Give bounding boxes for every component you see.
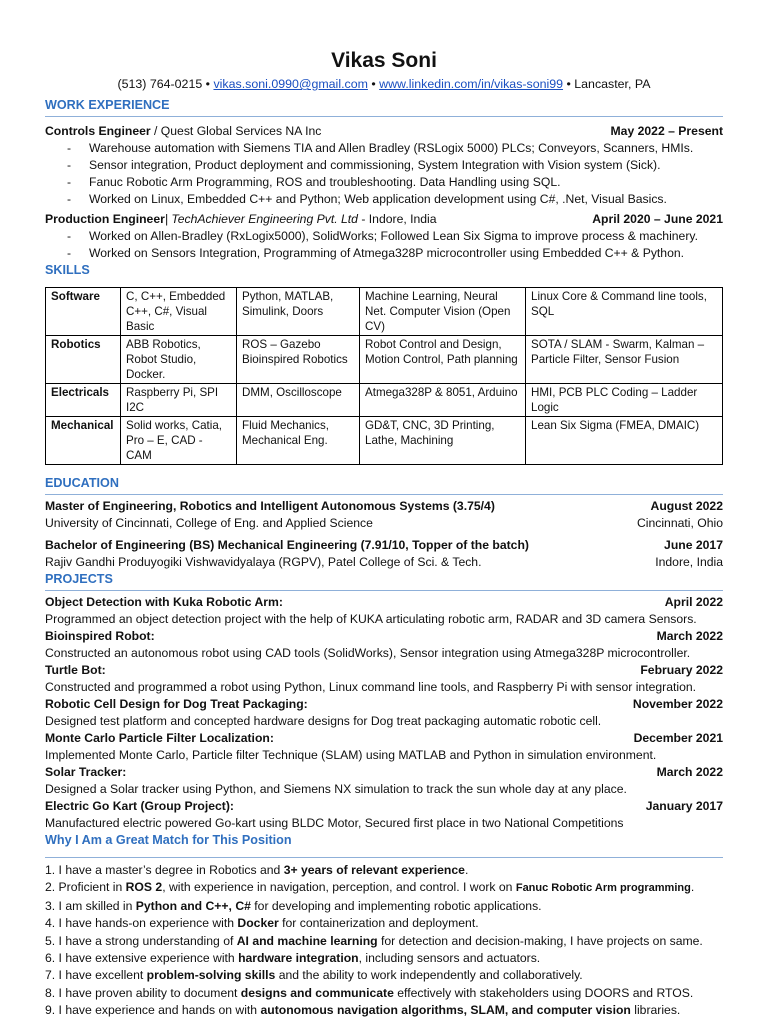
list-item: 5. I have a strong understanding of AI and machine learning for detection and decision-making, I have projects on same. (45, 933, 703, 948)
job-role: Production Engineer (45, 212, 165, 226)
job-bullet: - Sensor integration, Product deployment and commissioning, System Integration with Vision system (Sick). (67, 157, 723, 174)
list-item: Turtle Bot: February 2022 Constructed and programmed a robot using Python, Linux command line tools, and Raspberry Pi with sensor integration. (45, 663, 723, 694)
contact-line: (513) 764-0215 • vikas.soni.0990@gmail.com • www.linkedin.com/in/vikas-soni99 • Lancaster, PA (117, 77, 651, 91)
job-dates: April 2020 – June 2021 (592, 212, 723, 226)
table-row: Mechanical Solid works, Catia, Pro – E, CAD - CAM Fluid Mechanics, Mechanical Eng. GD&T, CNC, 3D Printing, Lathe, Machining Lean Six Sigma (FMEA, DMAIC) (46, 417, 723, 465)
projects-list (45, 594, 723, 832)
job-bullet: - Fanuc Robotic Arm Programming, ROS and troubleshooting. Data Handling using SQL. (67, 174, 723, 191)
list-item: 1. I have a master’s degree in Robotics and 3+ years of relevant experience. (45, 863, 469, 877)
email-link[interactable]: vikas.soni.0990@gmail.com (213, 77, 368, 91)
list-item: Object Detection with Kuka Robotic Arm: April 2022 Programmed an object detection project with the help of KUKA articulating robotic arm, RADAR and 3D camera Sensors. (45, 595, 723, 626)
section-title-work: WORK EXPERIENCE (45, 97, 723, 117)
job-role: Controls Engineer (45, 124, 151, 138)
location: Lancaster, PA (574, 77, 651, 91)
match-list (45, 857, 723, 1020)
linkedin-link[interactable]: www.linkedin.com/in/vikas-soni99 (379, 77, 564, 91)
list-item: 7. I have excellent problem-solving skills and the ability to work independently and collaboratively. (45, 968, 583, 983)
job-entry: Production Engineer| TechAchiever Engineering Pvt. Ltd - Indore, India April 2020 – June 2021 - Worked on Allen-Bradley (RxLogix5000), SolidWorks; Followed Lean Six Sigma to improve process & machinery. - Worked on Sensors Integration, Programming of Atmega328P microcontroller using Embedded C++ & Python. (45, 211, 723, 262)
job-bullet: - Worked on Linux, Embedded C++ and Python; Web application development using C#, .Net, Visual Basics. (67, 191, 723, 208)
job-bullet: - Worked on Sensors Integration, Programming of Atmega328P microcontroller using Embedded C++ & Python. (67, 245, 723, 262)
table-row: Robotics ABB Robotics, Robot Studio, Docker. ROS – Gazebo Bioinspired Robotics Robot Control and Design, Motion Control, Path planning SOTA / SLAM - Swarm, Kalman – Particle Filter, Sensor Fusion (46, 336, 723, 384)
skills-table (45, 287, 723, 465)
list-item: Monte Carlo Particle Filter Localization: December 2021 Implemented Monte Carlo, Particle filter Technique (SLAM) using MATLAB and Python in simulation environment. (45, 731, 723, 762)
list-item: 2. Proficient in ROS 2, with experience in navigation, perception, and control. I work on Fanuc Robotic Arm programming. (45, 880, 695, 895)
list-item: 3. I am skilled in Python and C++, C# for developing and implementing robotic applications. (45, 898, 542, 913)
list-item: 9. I have experience and hands on with autonomous navigation algorithms, SLAM, and computer vision libraries. (45, 1003, 681, 1018)
list-item: Robotic Cell Design for Dog Treat Packaging: November 2022 Designed test platform and concepted hardware designs for Dog treat packaging automatic robotic cell. (45, 697, 723, 728)
section-title-skills: SKILLS (45, 263, 90, 277)
table-row: Software C, C++, Embedded C++, C#, Visual Basic Python, MATLAB, Simulink, Doors Machine Learning, Neural Net. Computer Vision (Open CV) Linux Core & Command line tools, SQL (46, 288, 723, 336)
job-bullet: - Worked on Allen-Bradley (RxLogix5000), SolidWorks; Followed Lean Six Sigma to improve process & machinery. (67, 228, 723, 245)
candidate-name: Vikas Soni (331, 49, 437, 72)
education-entry: Bachelor of Engineering (BS) Mechanical Engineering (7.91/10, Topper of the batch) June 2017 Rajiv Gandhi Produyogiki Vishwavidyalaya (RGPV), Patel College of Sci. & Tech. Indore, India (45, 538, 723, 569)
section-title-match: Why I Am a Great Match for This Position (45, 833, 292, 847)
section-title-education: EDUCATION (45, 475, 723, 495)
list-item: Bioinspired Robot: March 2022 Constructed an autonomous robot using CAD tools (SolidWorks), Sensor integration using Atmega328P microcontroller. (45, 629, 723, 660)
section-title-projects: PROJECTS (45, 571, 723, 591)
list-item: 4. I have hands-on experience with Docker for containerization and deployment. (45, 916, 479, 931)
job-dates: May 2022 – Present (610, 124, 723, 138)
list-item: Solar Tracker: March 2022 Designed a Solar tracker using Python, and Siemens NX simulation to track the sun whole day at any place. (45, 765, 723, 796)
list-item: 8. I have proven ability to document designs and communicate effectively with stakeholders using DOORS and RTOS. (45, 985, 694, 1000)
phone: (513) 764-0215 (117, 77, 203, 91)
list-item: 6. I have extensive experience with hardware integration, including sensors and actuators. (45, 951, 541, 966)
table-row: Electricals Raspberry Pi, SPI I2C DMM, Oscilloscope Atmega328P & 8051, Arduino HMI, PCB PLC Coding – Ladder Logic (46, 384, 723, 417)
education-entry: Master of Engineering, Robotics and Intelligent Autonomous Systems (3.75/4) August 2022 University of Cincinnati, College of Eng. and Applied Science Cincinnati, Ohio (45, 499, 723, 530)
job-bullet: - Warehouse automation with Siemens TIA and Allen Bradley (RSLogix 5000) PLCs; Conveyors, Scanners, HMIs. (67, 140, 723, 157)
list-item: Electric Go Kart (Group Project): January 2017 Manufactured electric powered Go-kart using BLDC Motor, Secured first place in two National Competitions (45, 799, 723, 830)
job-entry: Controls Engineer / Quest Global Services NA Inc May 2022 – Present - Warehouse automation with Siemens TIA and Allen Bradley (RSLogix 5000) PLCs; Conveyors, Scanners, HMIs. - Sensor integration, Product deployment and commissioning, System Integration with Vision system (Sick). - Fanuc Robotic Arm Programming, ROS and troubleshooting. Data Handling using SQL. - Worked on Linux, Embedded C++ and Python; Web application development using C#, .Net, Visual Basics. (45, 123, 723, 208)
